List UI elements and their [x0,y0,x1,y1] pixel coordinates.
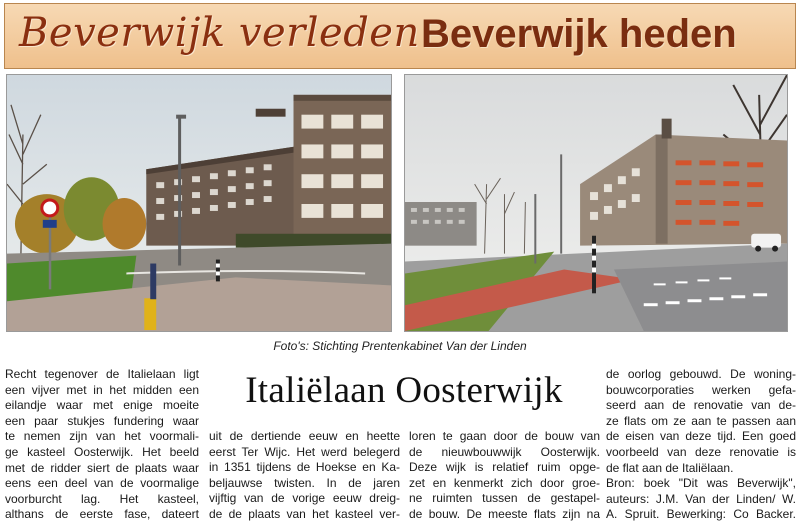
photo-past-illustration [7,75,391,331]
column-line: in 1351 tijdens de Hoekse en Ka- [209,460,400,475]
column-line: Bron: boek "Dit was Beverwijk", [606,476,796,491]
photo-past [6,74,392,332]
article-headline: Italiëlaan Oosterwijk [245,370,563,411]
column-line: ze flats om ze aan te passen aan [606,413,796,428]
banner-title-present: Beverwijk heden [421,12,737,56]
column-line: voorburcht lag. Het kasteel, [5,491,199,506]
column-line: ge kasteel Oosterwijk. Het beeld [5,444,199,459]
photo-present-illustration [405,75,787,331]
column-line: A. Spruit. Bewerking: Co Backer. [606,507,796,522]
article-column-1 [5,367,199,523]
banner-title-past: Beverwijk verleden [19,10,420,56]
column-line: Recht tegenover de Italielaan ligt [5,367,199,381]
article-column-3 [409,429,600,523]
column-line: een paar stukjes fundering waar [5,413,199,428]
column-line: uit de dertiende eeuw en heette [209,429,400,443]
column-line: bouwcorporaties werken gefa- [606,382,796,397]
column-line: met de ridder siert de plaats waar [5,460,199,475]
article-column-4 [606,367,796,523]
column-line: de bouw. De meeste flats zijn na [409,506,600,521]
column-line: voorbeeld van deze renovatie is [606,444,796,459]
column-line: vijftig van de vorige eeuw dreig- [209,491,400,506]
column-line: eens een deel van de voormalige [5,476,199,491]
header-banner [4,3,796,69]
column-line: de eisen van deze tijd. Een goed [606,429,796,444]
column-line: althans de eerste fase, dateert [5,507,199,522]
column-line: eerst Ter Wijc. Het werd belegerd [209,444,400,459]
article-column-2 [209,429,400,523]
column-line: de nieuwbouwwijk Oosterwijk. [409,444,600,459]
column-line: eilandje waar met enige moeite [5,398,199,413]
column-line: de oorlog gebouwd. De woning- [606,367,796,381]
column-line: beljauwse twisten. In de jaren [209,475,400,490]
photo-caption: Foto's: Stichting Prentenkabinet Van der Linden [273,339,527,353]
column-line: de de plaats van het kasteel ver- [209,506,400,521]
column-line: te nemen zijn van het voormali- [5,429,199,444]
column-line: loren te gaan door de bouw van [409,429,600,443]
photo-present [404,74,788,332]
column-line: auteurs: J.M. Van der Linden/ W. [606,491,796,506]
column-line: de flat aan de Italiëlaan. [606,460,734,475]
column-line: zet en kenmerkt zich door groe- [409,475,600,490]
column-line: Deze wijk is relatief ruim opge- [409,460,600,475]
column-line: seerd aan de renovatie van de- [606,398,796,413]
column-line: ne ruimten tussen de gestapel- [409,491,600,506]
column-line: een vijver met in het midden een [5,382,199,397]
